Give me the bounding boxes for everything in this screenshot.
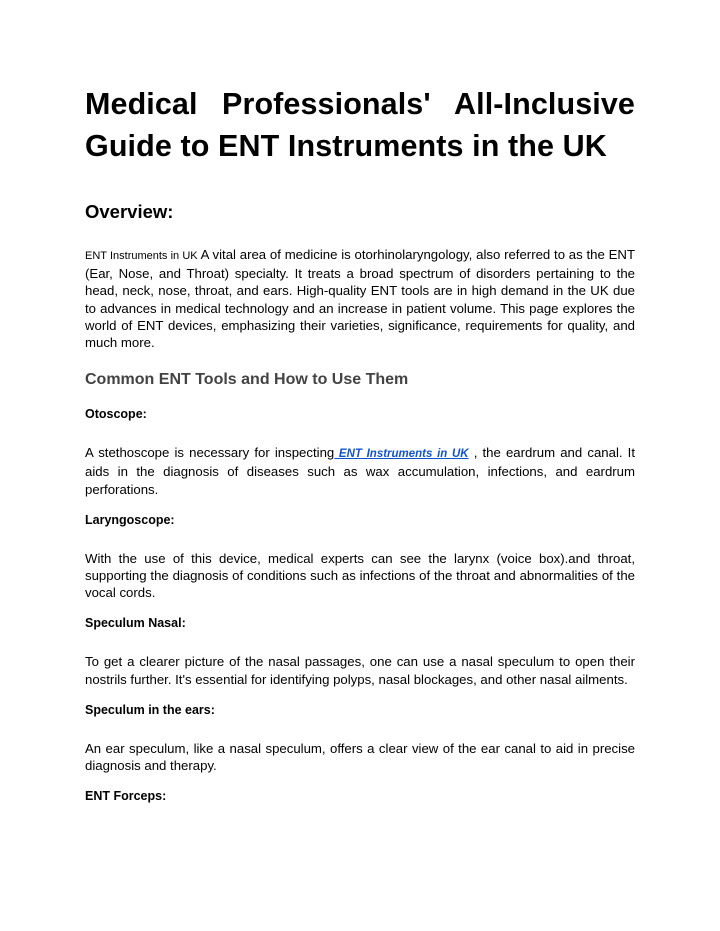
otoscope-text-after: , the eardrum and canal. It aids in the diagnosis of diseases such as wax accumulation, infections, and eardrum perforations. <box>85 445 636 497</box>
speculum-ears-paragraph: An ear speculum, like a nasal speculum, offers a clear view of the ear canal to aid in precise diagnosis and therapy. <box>85 740 635 774</box>
overview-body-text: A vital area of medicine is otorhinolaryngology, also referred to as the ENT (Ear, Nose, and Throat) specialty. It treats a broad spectrum of disorders pertaining to the head, neck, nose, throat, and ears. High-quality ENT tools are in high demand in the UK due to advances in medical technology and an increase in patient volume. This page explores the world of ENT devices, emphasizing their varieties, significance, requirements for quality, and much more. <box>85 247 635 351</box>
ent-forceps-heading: ENT Forceps: <box>85 789 167 804</box>
overview-heading: Overview: <box>85 201 174 222</box>
laryngoscope-paragraph: With the use of this device, medical experts can see the larynx (voice box).and throat, supporting the diagnosis of conditions such as infections of the throat and abnormalities of the vocal cords. <box>85 550 635 601</box>
otoscope-paragraph <box>85 444 635 498</box>
otoscope-text-before: A stethoscope is necessary for inspecting <box>85 445 335 461</box>
speculum-ears-heading: Speculum in the ears: <box>85 702 215 717</box>
speculum-nasal-paragraph: To get a clearer picture of the nasal passages, one can use a nasal speculum to open their nostrils further. It's essential for identifying polyps, nasal blockages, and other nasal ailments. <box>85 654 635 687</box>
laryngoscope-heading: Laryngoscope: <box>85 512 175 527</box>
otoscope-heading: Otoscope: <box>85 407 147 422</box>
ent-instruments-link[interactable]: ENT Instruments in UK <box>334 448 469 461</box>
document-title: Medical Professionals' All-Inclusive Guide to ENT Instruments in the UK <box>85 87 635 163</box>
overview-lead-text: ENT Instruments in UK <box>85 250 198 262</box>
section-heading: Common ENT Tools and How to Use Them <box>85 371 409 389</box>
speculum-nasal-heading: Speculum Nasal: <box>85 616 186 631</box>
overview-paragraph <box>85 246 635 351</box>
